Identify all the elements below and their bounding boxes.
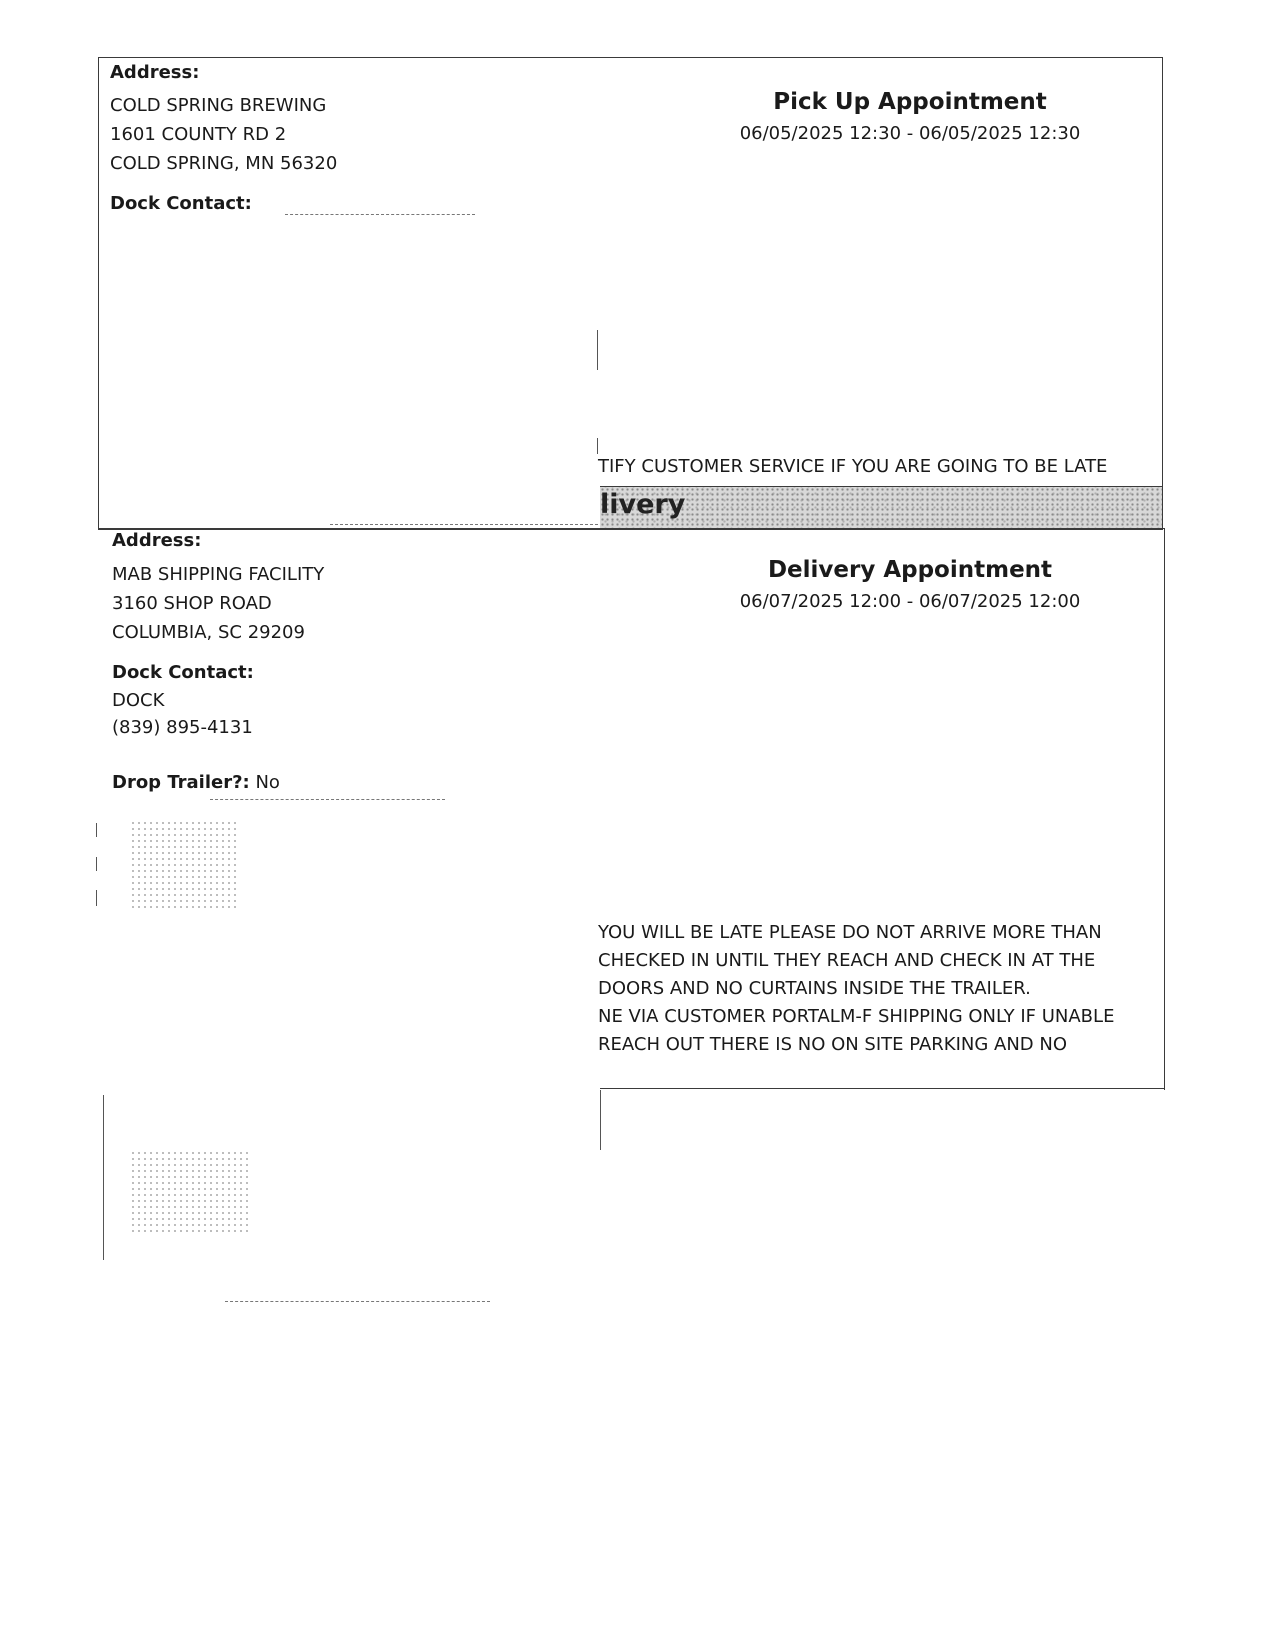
- delivery-dock-contact-line: DOCK: [112, 690, 165, 711]
- delivery-notice-line: YOU WILL BE LATE PLEASE DO NOT ARRIVE MORE THAN: [598, 922, 1102, 943]
- delivery-notice-line: NE VIA CUSTOMER PORTALM-F SHIPPING ONLY IF UNABLE: [598, 1006, 1115, 1027]
- pickup-appointment-time: 06/05/2025 12:30 - 06/05/2025 12:30: [739, 123, 1081, 144]
- drop-trailer-row: [112, 772, 280, 793]
- scan-artifact: [96, 823, 97, 837]
- scan-artifact: [597, 438, 598, 454]
- delivery-address-label: Address:: [112, 530, 202, 551]
- delivery-address-line: COLUMBIA, SC 29209: [112, 622, 305, 643]
- scan-artifact: [600, 1090, 601, 1150]
- pickup-address-line: COLD SPRING, MN 56320: [110, 153, 338, 174]
- scan-artifact: [225, 1301, 490, 1302]
- scan-artifact: [103, 1095, 104, 1260]
- delivery-dock-contact-label: Dock Contact:: [112, 662, 254, 683]
- redaction-dashes: [210, 799, 445, 800]
- delivery-address-line: 3160 SHOP ROAD: [112, 593, 272, 614]
- delivery-appointment-title: Delivery Appointment: [767, 557, 1053, 583]
- scan-speckle: [130, 1150, 250, 1235]
- pickup-late-notice: TIFY CUSTOMER SERVICE IF YOU ARE GOING TO BE LATE: [598, 456, 1108, 477]
- delivery-address-line: MAB SHIPPING FACILITY: [112, 564, 325, 585]
- scan-speckle: [130, 820, 240, 910]
- drop-trailer-label: Drop Trailer?:: [112, 772, 250, 793]
- delivery-dock-contact-line: (839) 895-4131: [112, 717, 253, 738]
- drop-trailer-value: No: [255, 772, 280, 793]
- scan-artifact: [96, 857, 97, 871]
- pickup-address-line: 1601 COUNTY RD 2: [110, 124, 287, 145]
- pickup-address-line: COLD SPRING BREWING: [110, 95, 327, 116]
- pickup-address-label: Address:: [110, 62, 200, 83]
- delivery-banner-text: livery: [600, 489, 686, 520]
- scan-artifact: [96, 890, 97, 906]
- delivery-notice-line: REACH OUT THERE IS NO ON SITE PARKING AND NO: [598, 1034, 1068, 1055]
- pickup-dock-contact-label: Dock Contact:: [110, 193, 252, 214]
- delivery-appointment-time: 06/07/2025 12:00 - 06/07/2025 12:00: [739, 591, 1081, 612]
- scan-artifact: [330, 524, 598, 525]
- scan-artifact: [597, 330, 598, 370]
- redaction-dashes: [285, 214, 475, 215]
- pickup-appointment-title: Pick Up Appointment: [773, 89, 1047, 115]
- delivery-notice-box-bottom: [600, 1088, 1165, 1089]
- delivery-notice-line: DOORS AND NO CURTAINS INSIDE THE TRAILER.: [598, 978, 1031, 999]
- delivery-notice-line: CHECKED IN UNTIL THEY REACH AND CHECK IN AT THE: [598, 950, 1096, 971]
